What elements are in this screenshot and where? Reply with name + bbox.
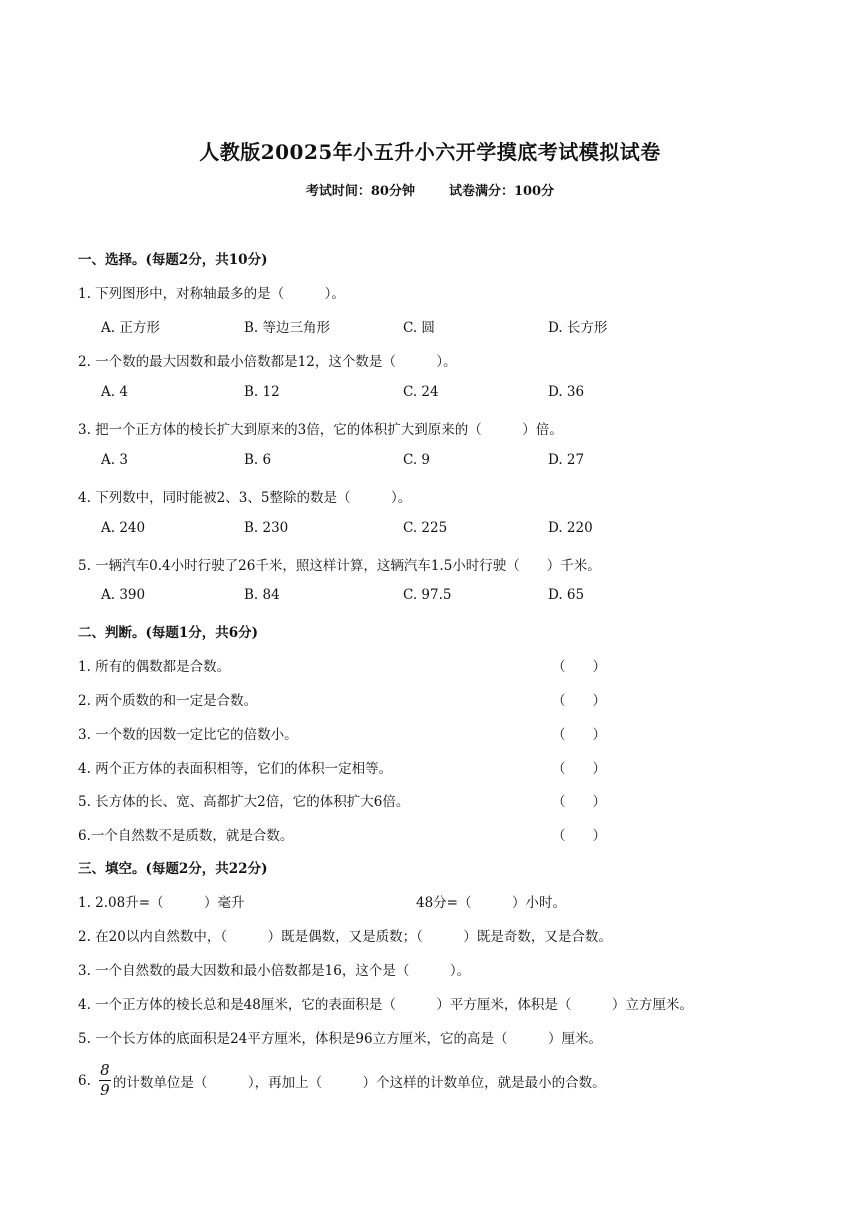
section-heading-judge: 二、判断。(每题1分，共6分) bbox=[78, 625, 259, 641]
page-title: 人教版20025年小五升小六开学摸底考试模拟试卷 bbox=[199, 140, 661, 164]
option-d: D. 27 bbox=[548, 452, 585, 468]
question-number: 6. bbox=[78, 1072, 91, 1089]
exam-score: 试卷满分：100分 bbox=[448, 184, 555, 199]
question-text: 3. 一个自然数的最大因数和最小倍数都是16，这个是（ ）。 bbox=[78, 963, 471, 979]
answer-blank: （ ） bbox=[552, 794, 606, 810]
question-6 bbox=[78, 1062, 606, 1099]
option-d: D. 长方形 bbox=[548, 320, 608, 336]
question-text: 的计数单位是（ ），再加上（ ）个这样的计数单位，就是最小的合数。 bbox=[112, 1074, 606, 1091]
question-text: 1. 所有的偶数都是合数。 bbox=[78, 659, 231, 675]
option-d: D. 220 bbox=[548, 520, 593, 536]
exam-info bbox=[0, 180, 860, 199]
option-d: D. 36 bbox=[548, 384, 585, 400]
option-c: C. 9 bbox=[403, 452, 431, 468]
question-text: 4. 一个正方体的棱长总和是48厘米，它的表面积是（ ）平方厘米，体积是（ ）立方厘米。 bbox=[78, 997, 693, 1013]
question-text: 2. 两个质数的和一定是合数。 bbox=[78, 693, 258, 709]
section-heading-choice: 一、选择。(每题2分，共10分) bbox=[78, 252, 268, 268]
option-a: A. 240 bbox=[101, 520, 146, 536]
question-text: 6.一个自然数不是质数，就是合数。 bbox=[78, 828, 294, 844]
fraction-denominator: 9 bbox=[100, 1081, 110, 1099]
question-text: 48分=（ ）小时。 bbox=[416, 895, 566, 911]
exam-time: 考试时间：80分钟 bbox=[305, 184, 415, 199]
answer-blank: （ ） bbox=[552, 693, 606, 709]
section-heading-fill: 三、填空。(每题2分，共22分) bbox=[78, 861, 268, 877]
option-b: B. 230 bbox=[244, 520, 289, 536]
question-text: 2. 在20以内自然数中，（ ）既是偶数，又是质数；（ ）既是奇数，又是合数。 bbox=[78, 929, 612, 945]
option-b: B. 84 bbox=[244, 587, 280, 603]
question-text: 1. 下列图形中，对称轴最多的是（ ）。 bbox=[78, 286, 345, 302]
option-c: C. 225 bbox=[403, 520, 448, 536]
option-b: B. 等边三角形 bbox=[244, 320, 331, 336]
option-a: A. 正方形 bbox=[101, 320, 160, 336]
option-c: C. 97.5 bbox=[403, 587, 452, 603]
option-a: A. 390 bbox=[101, 587, 146, 603]
fraction bbox=[99, 1062, 111, 1099]
question-text: 2. 一个数的最大因数和最小倍数都是12，这个数是（ ）。 bbox=[78, 354, 457, 370]
option-c: C. 24 bbox=[403, 384, 439, 400]
question-text: 3. 一个数的因数一定比它的倍数小。 bbox=[78, 727, 298, 743]
question-text: 4. 两个正方体的表面积相等，它们的体积一定相等。 bbox=[78, 761, 393, 777]
question-text: 1. 2.08升=（ ）毫升 bbox=[78, 895, 245, 911]
question-text: 5. 长方体的长、宽、高都扩大2倍，它的体积扩大6倍。 bbox=[78, 794, 410, 810]
option-a: A. 4 bbox=[101, 384, 128, 400]
answer-blank: （ ） bbox=[552, 761, 606, 777]
question-text: 5. 一辆汽车0.4小时行驶了26千米，照这样计算，这辆汽车1.5小时行驶（ ）千米。 bbox=[78, 558, 601, 574]
option-a: A. 3 bbox=[101, 452, 128, 468]
option-b: B. 6 bbox=[244, 452, 272, 468]
answer-blank: （ ） bbox=[552, 828, 606, 844]
option-d: D. 65 bbox=[548, 587, 585, 603]
question-text: 3. 把一个正方体的棱长扩大到原来的3倍，它的体积扩大到原来的（ ）倍。 bbox=[78, 422, 563, 438]
option-b: B. 12 bbox=[244, 384, 280, 400]
answer-blank: （ ） bbox=[552, 727, 606, 743]
option-c: C. 圆 bbox=[403, 320, 435, 336]
fraction-numerator: 8 bbox=[100, 1061, 110, 1079]
question-text: 5. 一个长方体的底面积是24平方厘米，体积是96立方厘米，它的高是（ ）厘米。 bbox=[78, 1031, 603, 1047]
answer-blank: （ ） bbox=[552, 659, 606, 675]
question-text: 4. 下列数中，同时能被2、3、5整除的数是（ ）。 bbox=[78, 490, 412, 506]
